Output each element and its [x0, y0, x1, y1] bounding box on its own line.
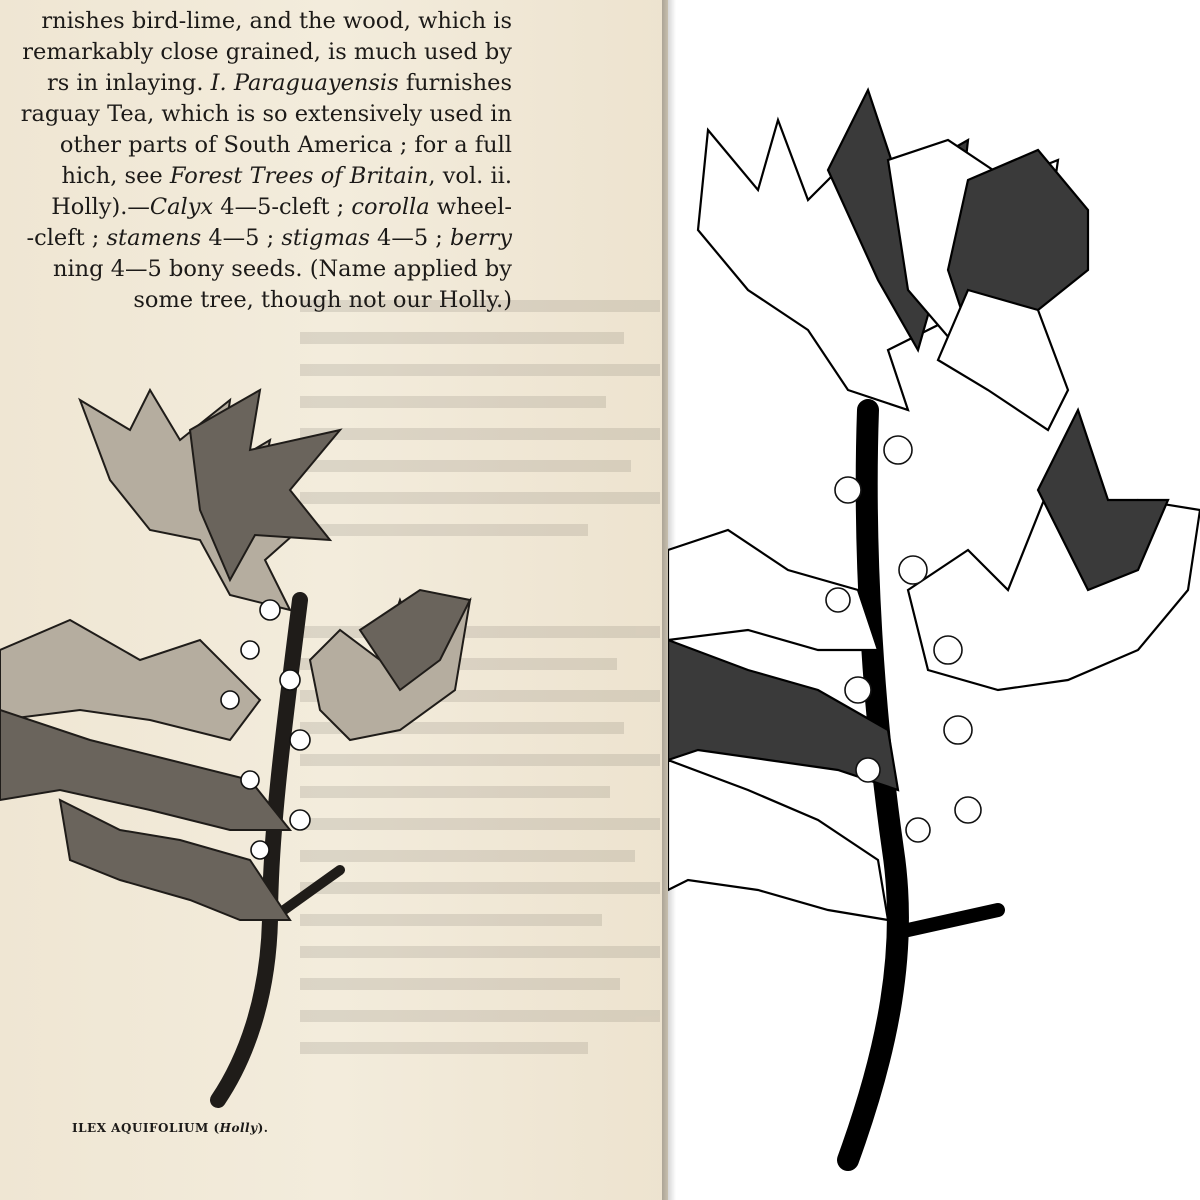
holly-engraving-right: [668, 30, 1200, 1190]
text-line-1: rnishes bird-lime, and the wood, which is: [41, 8, 512, 34]
text-line-3: rs in inlaying. I. Paraguayensis furnishes: [46, 70, 512, 96]
text-line-5: other parts of South America ; for a full: [59, 132, 512, 158]
figure-caption: ILEX AQUIFOLIUM (Holly).: [72, 1121, 269, 1135]
text-line-10: some tree, though not our Holly.): [133, 287, 512, 313]
holly-engraving-left: [0, 360, 520, 1120]
text-line-8: -cleft ; stamens 4—5 ; stigmas 4—5 ; berry: [26, 225, 512, 251]
text-line-6: hich, see Forest Trees of Britain, vol. ii.: [61, 163, 512, 189]
text-line-7: Holly).—Calyx 4—5-cleft ; corolla wheel-: [51, 194, 512, 220]
text-line-4: raguay Tea, which is so extensively used in: [20, 101, 512, 127]
page-text: [0, 6, 512, 316]
text-line-9: ning 4—5 bony seeds. (Name applied by: [52, 256, 512, 282]
text-line-2: remarkably close grained, is much used by: [22, 39, 512, 65]
